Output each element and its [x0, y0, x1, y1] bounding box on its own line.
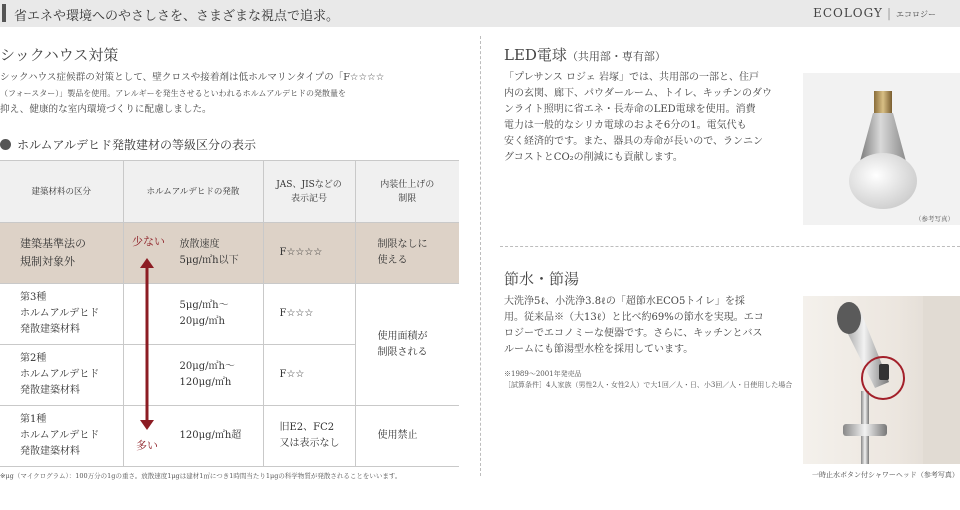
cell-category: 第2種 ホルムアルデヒド 発散建築材料 — [0, 345, 123, 406]
sick-house-line-2: （フォースター）」製品を使用。アレルギーを発生させるといわれるホルムアルデヒドの発散量を — [0, 89, 347, 98]
shower-photo-caption: 一時止水ボタン付シャワーヘッド（参考写真） — [812, 471, 959, 479]
section-label-en: ECOLOGY — [813, 6, 883, 20]
table-heading — [0, 136, 256, 153]
few-label: 少ない — [132, 235, 165, 248]
sick-house-line-1: シックハウス症候群の対策として、壁クロスや接着剤は低ホルマリンタイプの「F☆☆☆☆ — [0, 72, 385, 83]
formaldehyde-grade-table — [0, 160, 459, 467]
banner-tagline: 省エネや環境へのやさしさを、さまざまな視点で追求。 — [14, 9, 340, 24]
col-header-mark: JAS、JISなどの 表示記号 — [263, 161, 355, 223]
double-arrow-icon — [140, 258, 154, 430]
col-header-limit: 内装仕上げの 制限 — [355, 161, 459, 223]
water-title: 節水・節湯 — [504, 270, 580, 288]
many-label: 多い — [136, 439, 158, 452]
led-line-3: ンライト照明に省エネ・長寿命のLED電球を使用。消費 — [504, 104, 756, 115]
water-body — [504, 294, 764, 358]
water-note-2: ［試算条件］4人家族（男性2人・女性2人）で大1回／人・日、小3回／人・日使用した場合 — [504, 381, 793, 389]
section-divider — [500, 246, 960, 247]
cell-limit: 制限なしに 使える — [355, 223, 459, 284]
led-line-4: 電力は一般的なシリカ電球のおよそ6分の1。電気代も — [504, 120, 747, 131]
water-notes — [504, 369, 792, 391]
bullet-icon — [0, 139, 11, 150]
cell-category: 第3種 ホルムアルデヒド 発散建築材料 — [0, 284, 123, 345]
table-heading-text: ホルムアルデヒド発散建材の等級区分の表示 — [17, 138, 257, 152]
led-title — [504, 44, 666, 65]
cell-category: 建築基準法の 規制対象外 — [0, 223, 123, 284]
led-body — [504, 70, 772, 166]
led-line-1: 「プレサンス ロジェ 岩塚」では、共用部の一部と、住戸 — [504, 72, 759, 83]
column-divider — [480, 36, 481, 476]
led-bulb-icon — [803, 73, 960, 225]
section-label-ja: エコロジー — [896, 10, 936, 19]
cell-mark: F☆☆☆☆ — [263, 223, 355, 284]
cell-emission: 5μg/㎡h〜 20μg/㎡h — [123, 284, 263, 345]
cell-mark: 旧E2、FC2 又は表示なし — [263, 406, 355, 467]
table-header-row — [0, 161, 459, 223]
section-label — [813, 6, 936, 20]
cell-mark: F☆☆☆ — [263, 284, 355, 345]
col-header-emission: ホルムアルデヒドの発散 — [123, 161, 263, 223]
led-line-5: 安く経済的です。また、器具の寿命が長いので、ランニン — [504, 136, 763, 147]
water-line-1: 大洗浄5ℓ、小洗浄3.8ℓの「超節水ECO5トイレ」を採 — [504, 296, 745, 307]
shower-head-photo — [803, 296, 960, 464]
water-note-1: ※1989〜2001年発売品 — [504, 370, 582, 378]
cell-emission: 20μg/㎡h〜 120μg/㎡h — [123, 345, 263, 406]
sick-house-line-3: 抑え、健康的な室内環境づくりに配慮しました。 — [0, 104, 212, 115]
cell-mark: F☆☆ — [263, 345, 355, 406]
top-banner — [0, 0, 960, 27]
sick-house-title: シックハウス対策 — [0, 46, 119, 64]
table-row — [0, 284, 459, 345]
led-title-suffix: （共用部・専有部） — [566, 50, 666, 63]
table-row — [0, 223, 459, 284]
led-line-2: 内の玄関、廊下、パウダールーム、トイレ、キッチンのダウ — [504, 88, 772, 99]
cell-emission: 120μg/㎡h超 — [123, 406, 263, 467]
water-line-2: 用。従来品※（大13ℓ）と比べ約69%の節水を実現。エコ — [504, 312, 764, 323]
cell-limit: 使用面積が 制限される — [355, 284, 459, 406]
col-header-category: 建築材料の区分 — [0, 161, 123, 223]
cell-category: 第1種 ホルムアルデヒド 発散建築材料 — [0, 406, 123, 467]
cell-limit: 使用禁止 — [355, 406, 459, 467]
table-footnote: ※μg（マイクログラム）：100万分の1gの重さ。放散速度1μgは建材1㎡につき1時間当たり1μgの科学物質が発散されることをいいます。 — [0, 472, 402, 480]
led-photo-caption: （参考写真） — [915, 215, 954, 223]
shower-head-icon — [803, 296, 960, 464]
led-line-6: グコストとCO₂の削減にも貢献します。 — [504, 152, 683, 163]
table-row — [0, 406, 459, 467]
water-line-3: ロジーでエコノミーな便器です。さらに、キッチンとバス — [504, 328, 763, 339]
banner-accent-bar — [2, 4, 6, 22]
cell-emission: 放散速度 5μg/㎡h以下 — [123, 223, 263, 284]
sick-house-body — [0, 70, 384, 118]
led-title-main: LED電球 — [504, 46, 567, 64]
section-separator: | — [886, 6, 892, 20]
water-line-4: ルームにも節湯型水栓を採用しています。 — [504, 344, 694, 355]
led-bulb-photo — [803, 73, 960, 225]
